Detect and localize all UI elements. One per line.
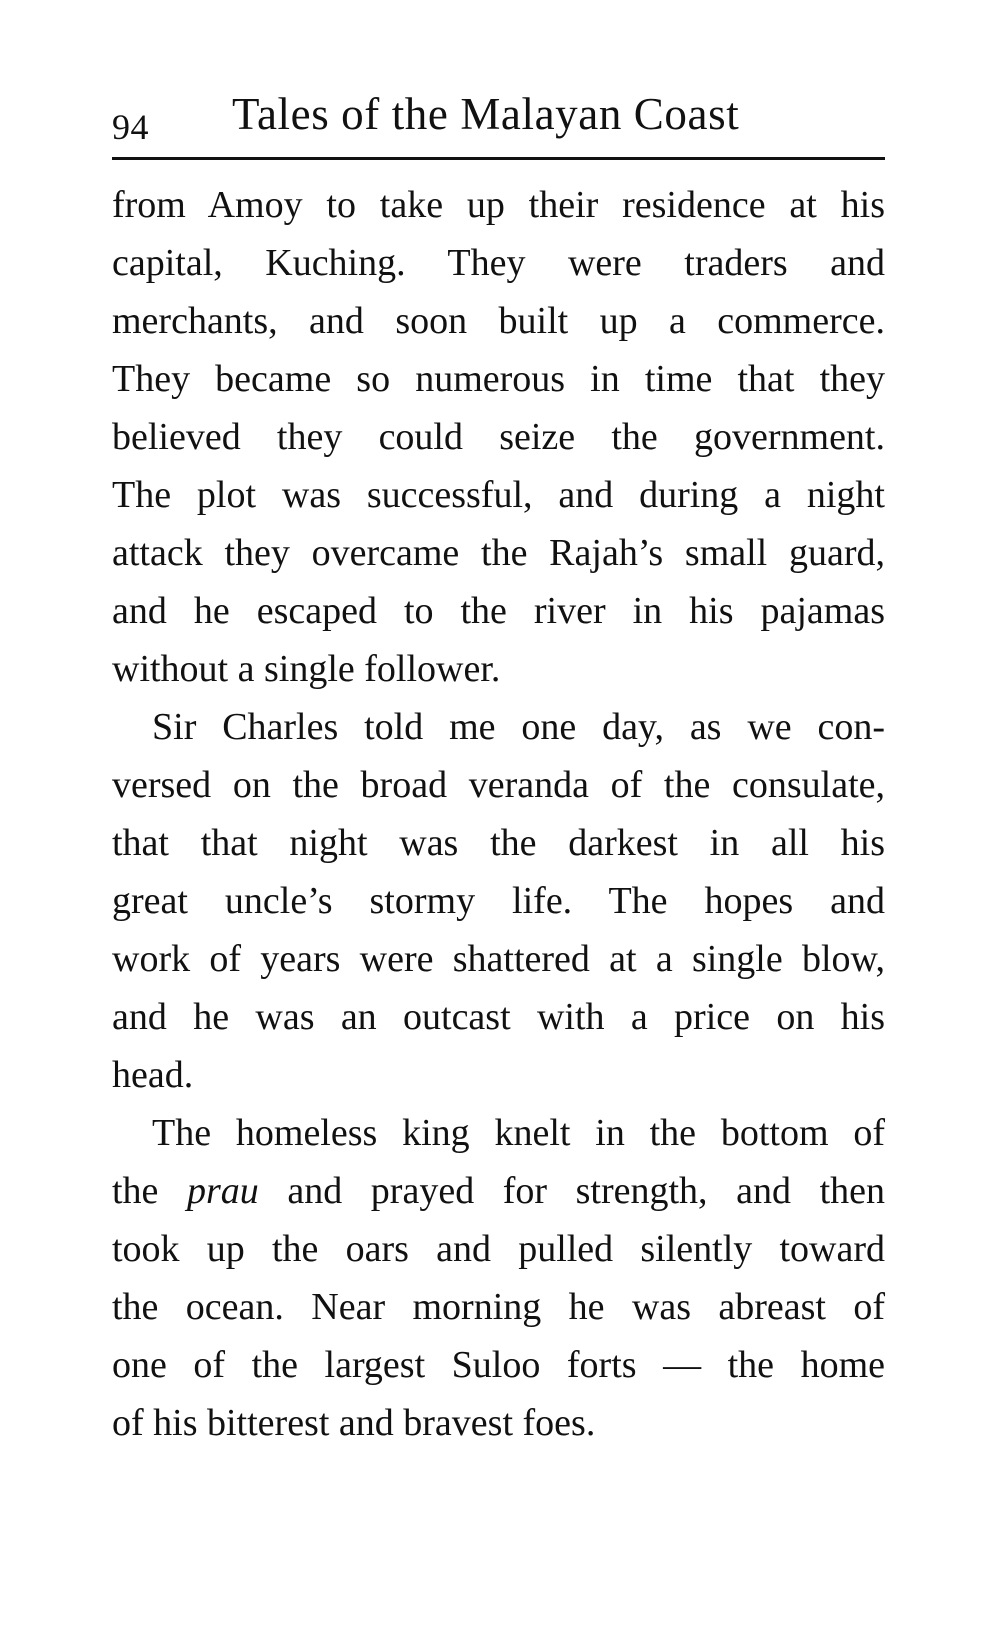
page-header xyxy=(112,88,885,148)
text-line: of his bitterest and bravest foes. xyxy=(112,1402,596,1444)
text-line: that that night was the darkest in all his xyxy=(112,822,885,864)
text-line: from Amoy to take up their residence at his xyxy=(112,184,885,226)
text-line: one of the largest Suloo forts — the home xyxy=(112,1344,885,1386)
header-rule xyxy=(112,157,885,160)
italic-word: prau xyxy=(187,1170,259,1212)
text-line: head. xyxy=(112,1054,194,1096)
text-line: Sir Charles told me one day, as we con- xyxy=(152,706,885,748)
text-line: versed on the broad veranda of the consulate, xyxy=(112,764,885,806)
text-line: They became so numerous in time that they xyxy=(112,358,885,400)
text-line xyxy=(112,1162,885,1220)
text-line: the ocean. Near morning he was abreast of xyxy=(112,1286,885,1328)
text-line: The homeless king knelt in the bottom of xyxy=(152,1112,885,1154)
text-run: the xyxy=(112,1170,187,1212)
text-line: without a single follower. xyxy=(112,648,501,690)
text-line: merchants, and soon built up a commerce. xyxy=(112,300,885,342)
text-body xyxy=(112,176,885,1452)
text-line: and he was an outcast with a price on his xyxy=(112,996,885,1038)
text-line: The plot was successful, and during a night xyxy=(112,474,885,516)
text-line: great uncle’s stormy life. The hopes and xyxy=(112,880,885,922)
paragraph xyxy=(112,698,885,1104)
paragraph xyxy=(112,1104,885,1452)
text-line: attack they overcame the Rajah’s small guard, xyxy=(112,532,885,574)
paragraph xyxy=(112,176,885,698)
text-run: and prayed for strength, and then xyxy=(258,1170,885,1212)
text-line: capital, Kuching. They were traders and xyxy=(112,242,885,284)
text-line: believed they could seize the government. xyxy=(112,416,885,458)
page-number: 94 xyxy=(112,107,149,147)
text-line: and he escaped to the river in his pajamas xyxy=(112,590,885,632)
running-head: Tales of the Malayan Coast xyxy=(232,89,740,139)
text-line: took up the oars and pulled silently toward xyxy=(112,1228,885,1270)
text-line: work of years were shattered at a single blow, xyxy=(112,938,885,980)
